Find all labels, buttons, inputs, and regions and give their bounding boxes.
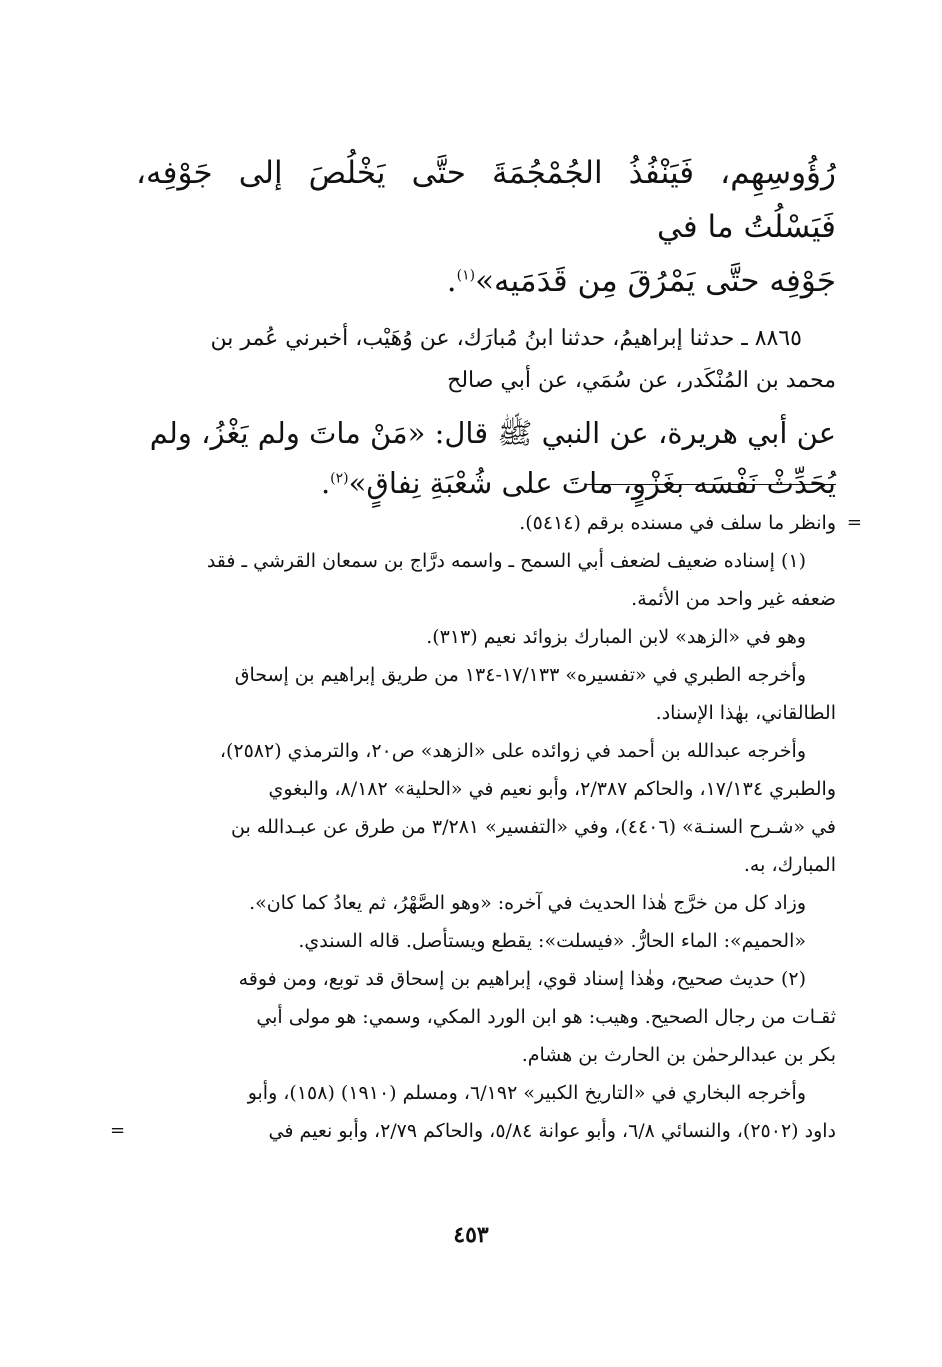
footnote-text: ضعفه غير واحد من الأئمة. [631, 588, 836, 610]
footnote-text: وانظر ما سلف في مسنده برقم (٥٤١٤). [519, 512, 836, 534]
footnote-text: وأخرجه الطبري في «تفسيره» ١٧/١٣٣-١٣٤ من طريق إبراهيم بن إسحاق [234, 664, 806, 686]
matn-line-1: عن أبي هريرة، عن النبي ﷺ قال: «مَنْ ماتَ ولم يَغْزُ، ولم [149, 416, 836, 450]
hadith-matn: عن أبي هريرة، عن النبي ﷺ قال: «مَنْ ماتَ ولم يَغْزُ، ولم يُحَدِّثْ نَفْسَه بغَزْوٍ، ماتَ على شُعْبَةِ نِفاقٍ»$^{(٢)}$. [149, 416, 836, 500]
page-number: ٤٥٣ [453, 1222, 489, 1248]
footnote-line [136, 960, 836, 998]
footnote-text: بكر بن عبدالرحمٰن بن الحارث بن هشام. [521, 1044, 836, 1066]
hadith-continuation: رُؤُوسِهِم، فَيَنْفُذُ الجُمْجُمَةَ حتَّى يَخْلُصَ إلى جَوْفِه، فَيَسْلُتُ ما في جَوْفِه حتَّى يَمْرُقَ مِن قَدَمَيه»$^{(١)}$. [136, 155, 836, 299]
hadith-line-2: جَوْفِه حتَّى يَمْرُقَ مِن قَدَمَيه» [475, 263, 836, 299]
footnote-text: (١) إسناده ضعيف لضعف أبي السمح ـ واسمه درَّاج بن سمعان القرشي ـ فقد [206, 550, 806, 572]
footnote-text: وزاد كل من خرَّج هٰذا الحديث في آخره: «وهو الصَّهْرُ، ثم يعادُ كما كان». [249, 892, 806, 914]
matn-line-2: يُحَدِّثْ نَفْسَه بغَزْوٍ، ماتَ على شُعْبَةِ نِفاقٍ» [348, 466, 836, 500]
footnote-text: المبارك، به. [743, 854, 836, 876]
continuation-marker: = [846, 512, 862, 533]
main-text [136, 146, 836, 508]
footnote-line [136, 580, 836, 618]
footnote-text: ثقـات من رجال الصحيح. وهيب: هو ابن الورد المكي، وسمي: هو مولى أبي [256, 1006, 836, 1028]
footnote-line [136, 808, 836, 846]
footnote-line [136, 1074, 836, 1112]
footnote-text: الطالقاني، بهٰذا الإسناد. [655, 702, 836, 724]
footnote-line [136, 770, 836, 808]
footnote-line [110, 1112, 836, 1150]
hadith-isnad [136, 318, 836, 402]
footnote-line [136, 656, 836, 694]
footnote-text: وأخرجه عبدالله بن أحمد في زوائده على «الزهد» ص٢٠، والترمذي (٢٥٨٢)، [219, 740, 806, 762]
footnote-line [136, 732, 836, 770]
hadith-line-1: رُؤُوسِهِم، فَيَنْفُذُ الجُمْجُمَةَ حتَّى يَخْلُصَ إلى جَوْفِه، فَيَسْلُتُ ما في [136, 155, 836, 245]
footnote-line [136, 884, 836, 922]
end-continuation-marker: = [110, 1120, 126, 1141]
footnote-text: داود (٢٥٠٢)، والنسائي ٦/٨، وأبو عوانة ٥/٨٤، والحاكم ٢/٧٩، وأبو نعيم في [268, 1120, 836, 1142]
footnote-ref-1: (١) [456, 267, 476, 284]
footnote-line [136, 1036, 836, 1074]
footnote-ref-2: (٢) [330, 470, 349, 487]
isnad-line-1: ٨٨٦٥ ـ حدثنا إبراهيمُ، حدثنا ابنُ مُبارَك، عن وُهَيْب، أخبرني عُمر بن [210, 326, 802, 351]
footnote-text: وهو في «الزهد» لابن المبارك بزوائد نعيم (٣١٣). [426, 626, 806, 648]
footnote-line [136, 504, 862, 542]
footnote-line [136, 618, 836, 656]
footnote-text: في «شـرح السنـة» (٤٤٠٦)، وفي «التفسير» ٣/٢٨١ من طرق عن عبـدالله بن [231, 816, 836, 838]
footnote-line [136, 694, 836, 732]
footnotes [110, 504, 862, 1150]
isnad-line-2: محمد بن المُنْكَدر، عن سُمَي، عن أبي صالح [447, 368, 836, 393]
footnote-line [136, 998, 836, 1036]
footnote-line [136, 542, 836, 580]
footnote-text: وأخرجه البخاري في «التاريخ الكبير» ٦/١٩٢، ومسلم (١٩١٠) (١٥٨)، وأبو [247, 1082, 806, 1104]
footnote-text: (٢) حديث صحيح، وهٰذا إسناد قوي، إبراهيم بن إسحاق قد توبع، ومن فوقه [238, 968, 806, 990]
footnote-text: والطبري ١٧/١٣٤، والحاكم ٢/٣٨٧، وأبو نعيم في «الحلية» ٨/١٨٢، والبغوي [268, 778, 836, 800]
footnote-separator [586, 484, 836, 485]
footnote-text: «الحميم»: الماء الحارُّ. «فيسلت»: يقطع ويستأصل. قاله السندي. [298, 930, 806, 952]
footnote-line [136, 846, 836, 884]
footnote-line [136, 922, 836, 960]
